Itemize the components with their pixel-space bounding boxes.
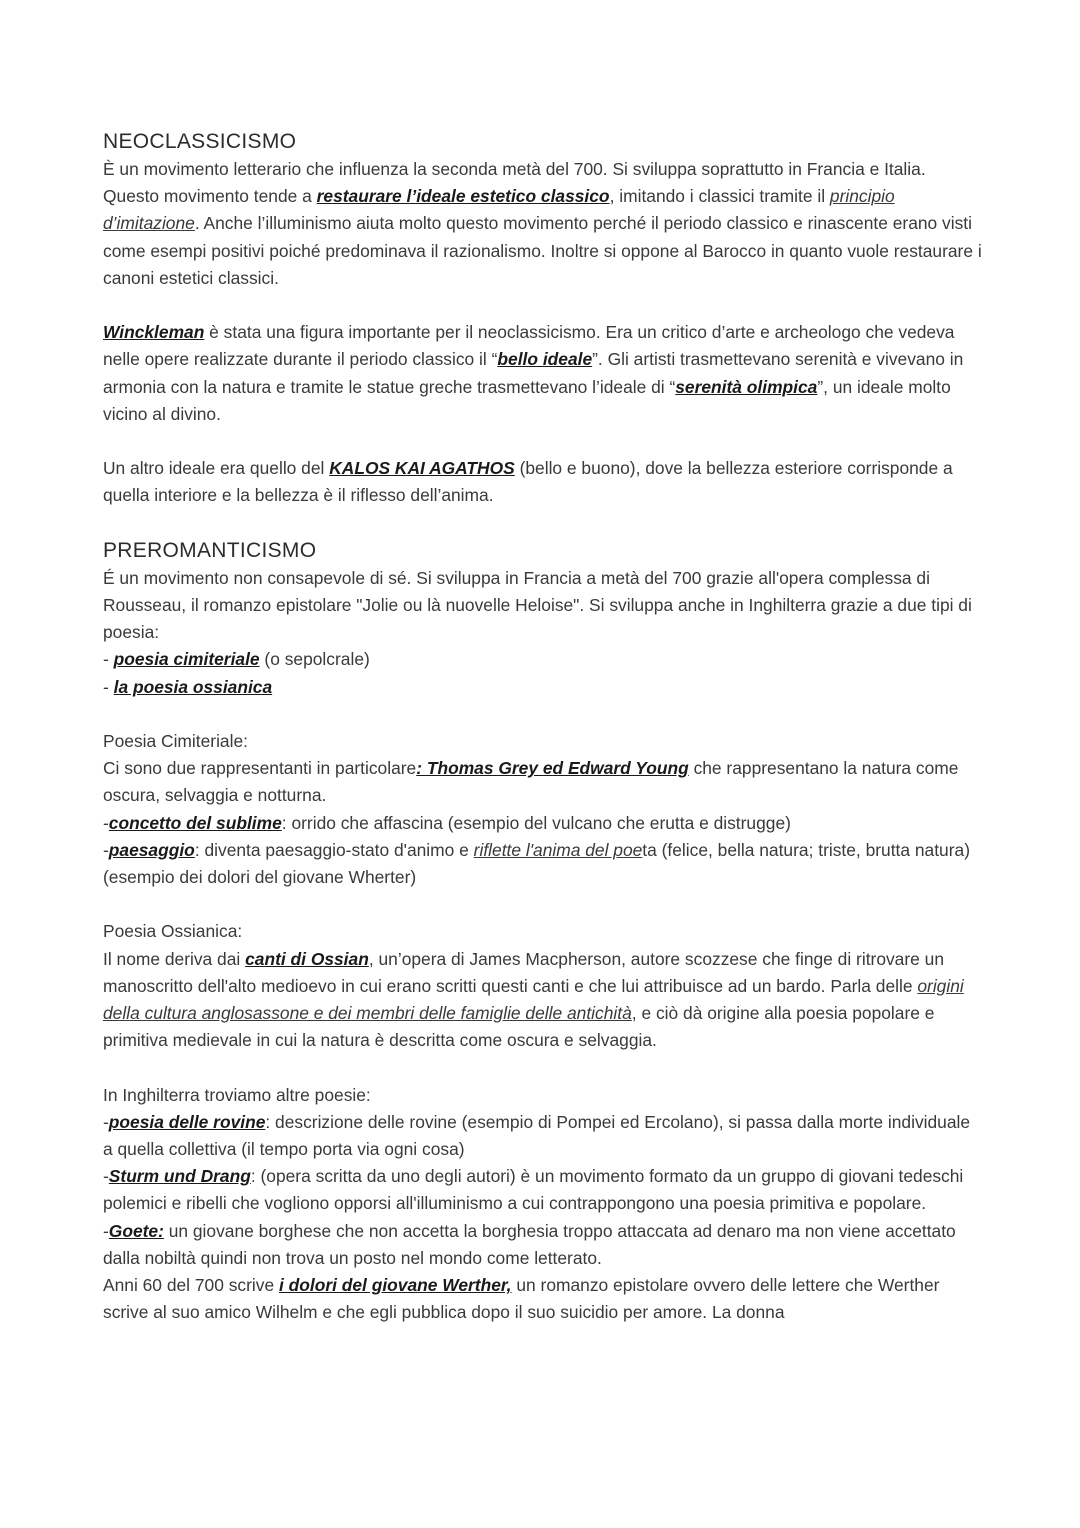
paragraph-neoclassicismo-intro: È un movimento letterario che influenza la seconda metà del 700. Si sviluppa soprattutto in Francia e Italia. Questo movimento tende a restaurare l’ideale estetico classico, imitando i classici tramite il principio d’imitazione. Anche l’illuminismo aiuta molto questo movimento perché il periodo classico e rinascente erano visti come esempi positivi poiché predominava il razionalismo. Inoltre si oppone al Barocco in quanto vuole restaurare i canoni estetici classici. — [103, 159, 982, 288]
keyword-concetto-sublime: concetto del sublime — [108, 812, 282, 833]
keyword-winckleman: Winckleman — [103, 322, 205, 343]
keyword-poesia-rovine: poesia delle rovine — [108, 1111, 266, 1132]
keyword-paesaggio: paesaggio — [108, 839, 195, 860]
item-paesaggio: -paesaggio: diventa paesaggio-stato d'animo e riflette l'anima del poeta (felice, bella natura; triste, brutta natura) — [103, 839, 970, 860]
paragraph-winckleman: Winckleman è stata una figura importante per il neoclassicismo. Era un critico d’arte e archeologo che vedeva nelle opere realizzate durante il periodo classico il “bello ideale”. Gli artisti trasmettevano serenità e vivevano in armonia con la natura e tramite le statue greche trasmettevano l’ideale di “serenità olimpica”, un ideale molto vicino al divino. — [103, 322, 964, 424]
keyword-goete: Goete: — [108, 1220, 164, 1241]
paragraph-ossianica: Il nome deriva dai canti di Ossian, un’opera di James Macpherson, autore scozzese che finge di ritrovare un manoscritto dell'alto medioevo in cui erano scritti questi canti e che lui attribuisce ad un bardo. Parla delle origini della cultura anglosassone e dei membri delle famiglie delle antichità, e ciò dà origine alla poesia popolare e primitiva medievale in cui la natura è descritta come oscura e selvaggia. — [103, 948, 964, 1051]
item-goete: -Goete: un giovane borghese che non accetta la borghesia troppo attaccata ad denaro ma non viene accettato dalla nobiltà quindi non trova un posto nel mondo come letterato. — [103, 1220, 956, 1268]
keyword-origini-cultura: origini della cultura anglosassone e dei membri delle famiglie delle antichità — [103, 975, 964, 1024]
keyword-poesia-cimiteriale: poesia cimiteriale — [113, 649, 260, 670]
keyword-grey-young: : Thomas Grey ed Edward Young — [416, 758, 689, 779]
list-item-poesia-ossianica: - la poesia ossianica — [103, 676, 273, 697]
subheading-poesia-ossianica: Poesia Ossianica: — [103, 921, 243, 942]
keyword-dolori-werther: i dolori del giovane Werther, — [278, 1275, 512, 1296]
subheading-inghilterra: In Inghilterra troviamo altre poesie: — [103, 1084, 371, 1105]
keyword-principio-imitazione: principio d’imitazione — [103, 186, 895, 234]
item-sturm-und-drang: -Sturm und Drang: (opera scritta da uno degli autori) è un movimento formato da un gruppo di giovani tedeschi polemici e ribelli che vogliono opporsi all'illuminismo a cui contrappongono una poesia primitiva e popolare. — [103, 1166, 964, 1214]
paragraph-cimiteriale-rappresentanti: Ci sono due rappresentanti in particolare: Thomas Grey ed Edward Young che rappresentano la natura come oscura, selvaggia e notturna. — [103, 758, 959, 806]
keyword-sturm-und-drang: Sturm und Drang — [108, 1166, 251, 1187]
keyword-poesia-ossianica: la poesia ossianica — [113, 676, 273, 697]
keyword-bello-ideale: bello ideale — [497, 349, 593, 370]
section-title-neoclassicismo: NEOCLASSICISMO — [103, 130, 297, 153]
keyword-restaurare-ideale: restaurare l’ideale estetico classico — [316, 186, 610, 207]
subheading-poesia-cimiteriale: Poesia Cimiteriale: — [103, 731, 248, 751]
list-item-poesia-cimiteriale: - poesia cimiteriale (o sepolcrale) — [103, 649, 370, 670]
document-content — [103, 128, 983, 1326]
paragraph-kalos-kai-agathos: Un altro ideale era quello del KALOS KAI AGATHOS (bello e buono), dove la bellezza esteriore corrisponde a quella interiore e la bellezza è il riflesso dell’anima. — [103, 458, 953, 506]
item-concetto-sublime: -concetto del sublime: orrido che affascina (esempio del vulcano che erutta e distrugge) — [103, 812, 791, 833]
example-wherter: (esempio dei dolori del giovane Wherter) — [103, 867, 417, 888]
paragraph-werther: Anni 60 del 700 scrive i dolori del giovane Werther, un romanzo epistolare ovvero delle lettere che Werther scrive al suo amico Wilhelm e che egli pubblica dopo il suo suicidio per amore. La donna — [103, 1275, 940, 1323]
section-title-preromanticismo: PREROMANTICISMO — [103, 538, 317, 562]
paragraph-preromanticismo-intro: É un movimento non consapevole di sé. Si sviluppa in Francia a metà del 700 grazie all'opera complessa di Rousseau, il romanzo epistolare "Jolie ou là nuovelle Heloise". Si sviluppa anche in Inghilterra grazie a due tipi di poesia: — [103, 567, 972, 643]
keyword-kalos-kai-agathos: KALOS KAI AGATHOS — [329, 458, 515, 479]
keyword-serenita-olimpica: serenità olimpica — [675, 376, 818, 397]
keyword-canti-ossian: canti di Ossian — [245, 948, 369, 969]
item-poesia-rovine: -poesia delle rovine: descrizione delle rovine (esempio di Pompei ed Ercolano), si passa dalla morte individuale a quella collettiva (il tempo porta via ogni cosa) — [103, 1111, 971, 1160]
keyword-riflette-anima: riflette l'anima del poe — [473, 839, 643, 860]
